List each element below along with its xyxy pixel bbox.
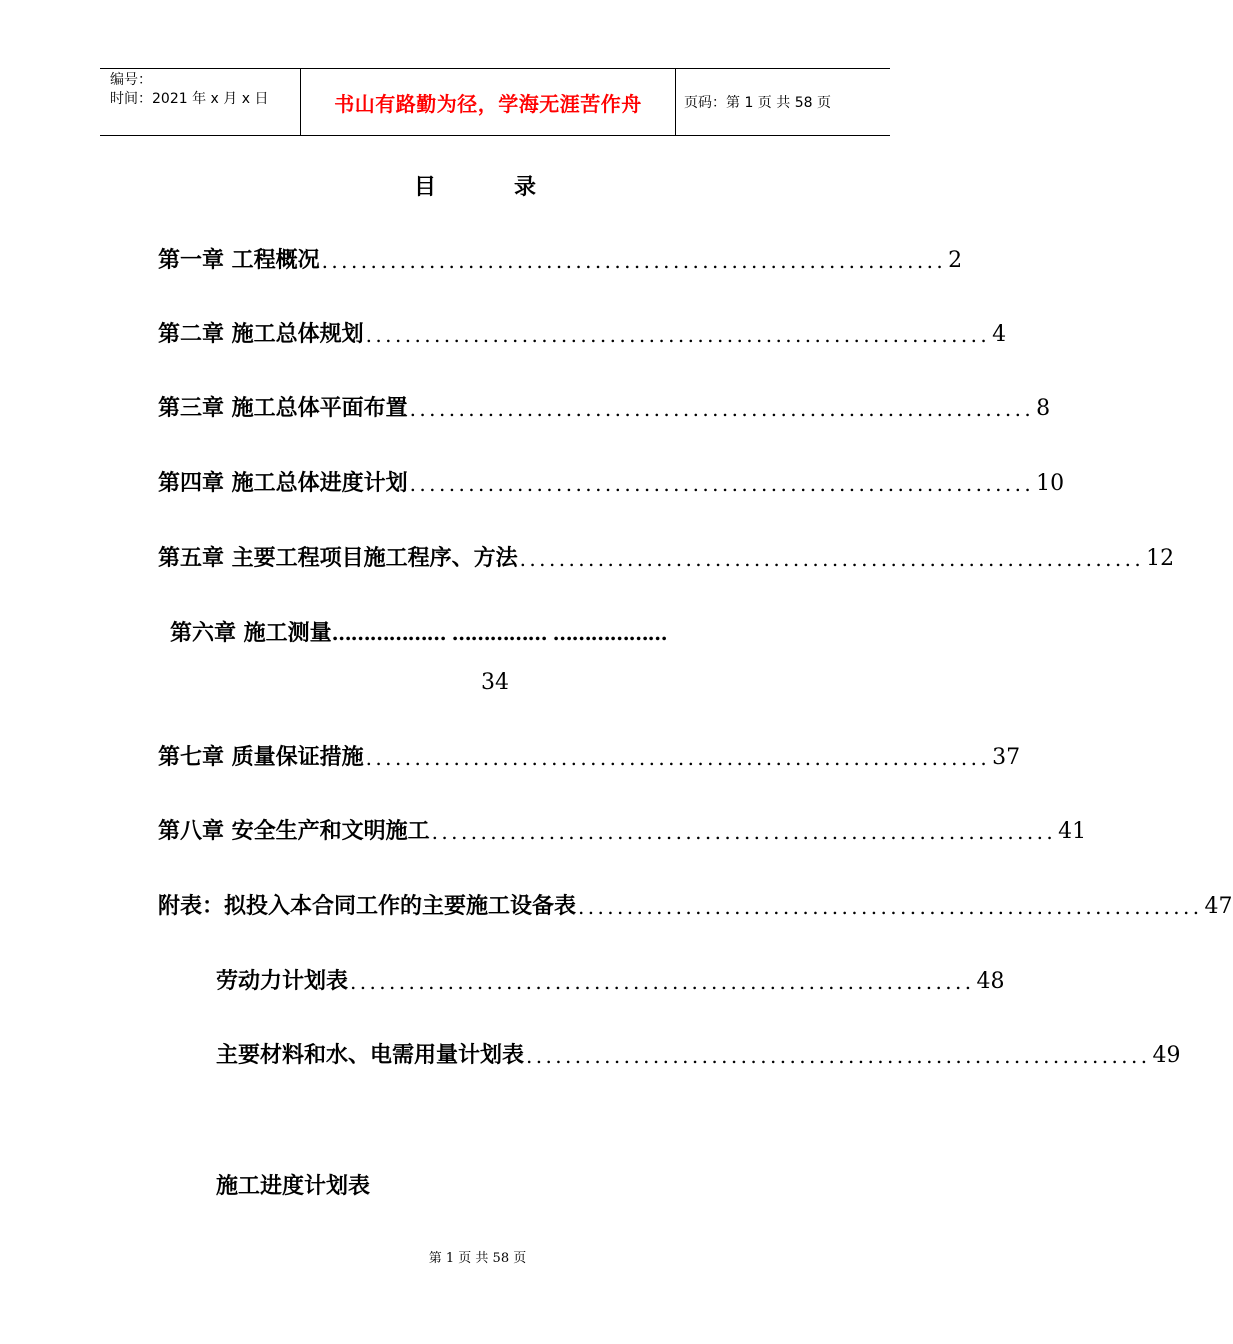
toc-leader: ……………… …………… ……………… xyxy=(331,621,667,645)
document-date: 时间：2021 年 x 月 x 日 xyxy=(110,91,269,107)
toc-entry-text: 附表：拟投入本合同工作的主要施工设备表 xyxy=(158,894,577,919)
toc-entry-text: 第五章 主要工程项目施工程序、方法 xyxy=(158,546,518,571)
toc-entry-text: 第七章 质量保证措施 xyxy=(158,745,364,770)
toc-entry-chapter-3[interactable] xyxy=(158,394,1051,424)
header-page-info: 页码：第 1 页 共 58 页 xyxy=(684,95,831,111)
toc-entry-page: 37 xyxy=(992,745,1021,770)
toc-leader: ................................................................ xyxy=(409,472,1035,496)
toc-title-second: 录 xyxy=(514,175,537,200)
toc-leader: ................................................................ xyxy=(409,397,1035,421)
toc-entry-chapter-6-page: 34 xyxy=(481,670,509,695)
toc-entry-chapter-8[interactable] xyxy=(158,817,1087,847)
toc-entry-schedule-table[interactable]: 施工进度计划表 xyxy=(216,1174,371,1199)
toc-entry-labor-plan[interactable] xyxy=(216,967,1005,997)
toc-leader: ................................................................ xyxy=(365,323,991,347)
toc-entry-page: 12 xyxy=(1146,546,1175,571)
toc-entry-page: 4 xyxy=(992,322,1007,347)
toc-entry-text: 第三章 施工总体平面布置 xyxy=(158,396,408,421)
page-footer: 第 1 页 共 58 页 xyxy=(428,1251,527,1266)
toc-leader: ................................................................ xyxy=(526,1044,1151,1068)
toc-entry-page: 10 xyxy=(1036,471,1065,496)
toc-leader: ................................................................ xyxy=(350,970,975,994)
toc-entry-text: 第一章 工程概况 xyxy=(158,248,320,273)
toc-entry-page: 48 xyxy=(976,969,1005,994)
toc-entry-materials-plan[interactable] xyxy=(216,1041,1181,1071)
document-header xyxy=(100,68,890,136)
toc-leader: ................................................................ xyxy=(365,746,991,770)
toc-entry-text: 第八章 安全生产和文明施工 xyxy=(158,819,430,844)
toc-entry-chapter-7[interactable] xyxy=(158,743,1021,773)
toc-entry-chapter-5[interactable] xyxy=(158,544,1175,574)
header-motto: 书山有路勤为径，学海无涯苦作舟 xyxy=(301,69,676,135)
toc-leader: ................................................................ xyxy=(431,820,1057,844)
toc-title xyxy=(0,170,950,201)
toc-entry-text: 劳动力计划表 xyxy=(216,969,349,994)
toc-leader: ................................................................ xyxy=(519,547,1145,571)
toc-entry-text: 第二章 施工总体规划 xyxy=(158,322,364,347)
toc-entry-chapter-2[interactable] xyxy=(158,320,1007,350)
toc-entry-page: 8 xyxy=(1036,396,1051,421)
toc-entry-page: 49 xyxy=(1152,1043,1181,1068)
toc-entry-text: 第四章 施工总体进度计划 xyxy=(158,471,408,496)
toc-entry-page: 2 xyxy=(948,248,963,273)
toc-entry-chapter-4[interactable] xyxy=(158,469,1065,499)
toc-entry-chapter-1[interactable] xyxy=(158,246,963,276)
header-meta xyxy=(100,69,301,135)
toc-entry-page: 47 xyxy=(1204,894,1233,919)
document-number-label: 编号： xyxy=(110,72,152,88)
toc-entry-appendix-equipment[interactable] xyxy=(158,892,1233,922)
toc-entry-page: 41 xyxy=(1058,819,1087,844)
toc-entry-text: 主要材料和水、电需用量计划表 xyxy=(216,1043,525,1068)
toc-entry-chapter-6[interactable] xyxy=(170,618,667,648)
toc-entry-text: 第六章 施工测量 xyxy=(170,621,332,646)
toc-leader: ................................................................ xyxy=(321,249,947,273)
toc-title-first: 目 xyxy=(413,175,436,200)
toc-leader: ................................................................ xyxy=(578,895,1203,919)
